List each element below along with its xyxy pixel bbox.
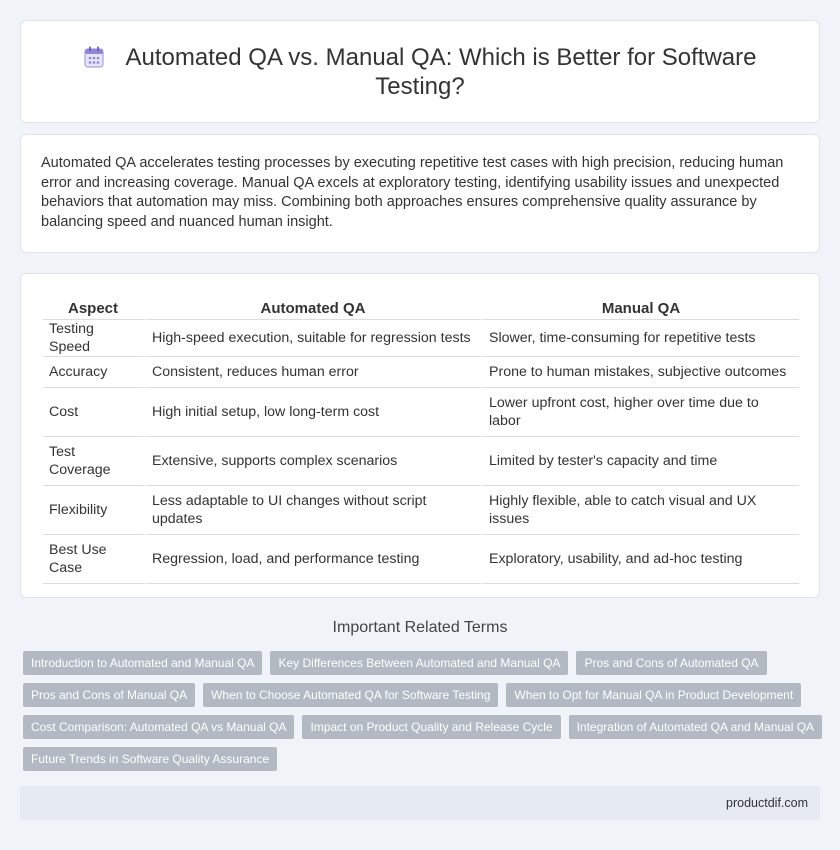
header-manual: Manual QA bbox=[483, 294, 799, 320]
cell-manual: Slower, time-consuming for repetitive tests bbox=[483, 320, 799, 357]
table-row bbox=[43, 535, 799, 584]
table-row bbox=[43, 486, 799, 535]
page-title-wrap bbox=[61, 43, 779, 101]
related-term-link[interactable]: Introduction to Automated and Manual QA bbox=[23, 651, 262, 675]
table-row bbox=[43, 437, 799, 486]
related-term-link[interactable]: Impact on Product Quality and Release Cycle bbox=[302, 715, 560, 739]
footer-site-link[interactable]: productdif.com bbox=[726, 796, 808, 810]
header-aspect: Aspect bbox=[43, 294, 146, 320]
calendar-icon bbox=[84, 46, 104, 68]
cell-aspect: Testing Speed bbox=[43, 320, 146, 357]
cell-aspect: Flexibility bbox=[43, 486, 146, 535]
cell-automated: Less adaptable to UI changes without script updates bbox=[146, 486, 483, 535]
related-term-link[interactable]: Key Differences Between Automated and Manual QA bbox=[270, 651, 568, 675]
cell-automated: Regression, load, and performance testing bbox=[146, 535, 483, 584]
related-term-link[interactable]: Pros and Cons of Automated QA bbox=[576, 651, 766, 675]
intro-paragraph: Automated QA accelerates testing processes by executing repetitive test cases with high precision, reducing human error and increasing coverage. Manual QA excels at exploratory testing, identifying usability issues and unexpected behaviors that automation may miss. Combining both approaches ensures comprehensive quality assurance by balancing speed and nuanced human insight. bbox=[41, 155, 784, 230]
table-row bbox=[43, 320, 799, 357]
cell-automated: High-speed execution, suitable for regression tests bbox=[146, 320, 483, 357]
related-term-link[interactable]: Integration of Automated QA and Manual QA bbox=[569, 715, 823, 739]
table-row bbox=[43, 388, 799, 437]
cell-aspect: Best Use Case bbox=[43, 535, 146, 584]
cell-aspect: Test Coverage bbox=[43, 437, 146, 486]
cell-manual: Highly flexible, able to catch visual and UX issues bbox=[483, 486, 799, 535]
cell-aspect: Cost bbox=[43, 388, 146, 437]
title-card bbox=[20, 20, 820, 123]
comparison-table bbox=[43, 294, 799, 584]
cell-manual: Lower upfront cost, higher over time due to labor bbox=[483, 388, 799, 437]
page-title: Automated QA vs. Manual QA: Which is Better for Software Testing? bbox=[125, 43, 757, 100]
table-row bbox=[43, 357, 799, 388]
cell-manual: Prone to human mistakes, subjective outcomes bbox=[483, 357, 799, 388]
footer bbox=[20, 786, 820, 820]
related-term-link[interactable]: When to Opt for Manual QA in Product Development bbox=[506, 683, 801, 707]
cell-manual: Limited by tester's capacity and time bbox=[483, 437, 799, 486]
cell-automated: Extensive, supports complex scenarios bbox=[146, 437, 483, 486]
cell-aspect: Accuracy bbox=[43, 357, 146, 388]
related-term-link[interactable]: When to Choose Automated QA for Software Testing bbox=[203, 683, 498, 707]
header-automated: Automated QA bbox=[146, 294, 483, 320]
related-term-link[interactable]: Pros and Cons of Manual QA bbox=[23, 683, 195, 707]
related-term-link[interactable]: Cost Comparison: Automated QA vs Manual QA bbox=[23, 715, 294, 739]
related-terms-heading: Important Related Terms bbox=[332, 619, 508, 636]
intro-card bbox=[20, 134, 820, 253]
cell-manual: Exploratory, usability, and ad-hoc testing bbox=[483, 535, 799, 584]
cell-automated: Consistent, reduces human error bbox=[146, 357, 483, 388]
cell-automated: High initial setup, low long-term cost bbox=[146, 388, 483, 437]
table-header-row bbox=[43, 294, 799, 320]
related-term-link[interactable]: Future Trends in Software Quality Assurance bbox=[23, 747, 277, 771]
related-terms-list bbox=[23, 651, 823, 771]
comparison-card bbox=[20, 273, 820, 598]
